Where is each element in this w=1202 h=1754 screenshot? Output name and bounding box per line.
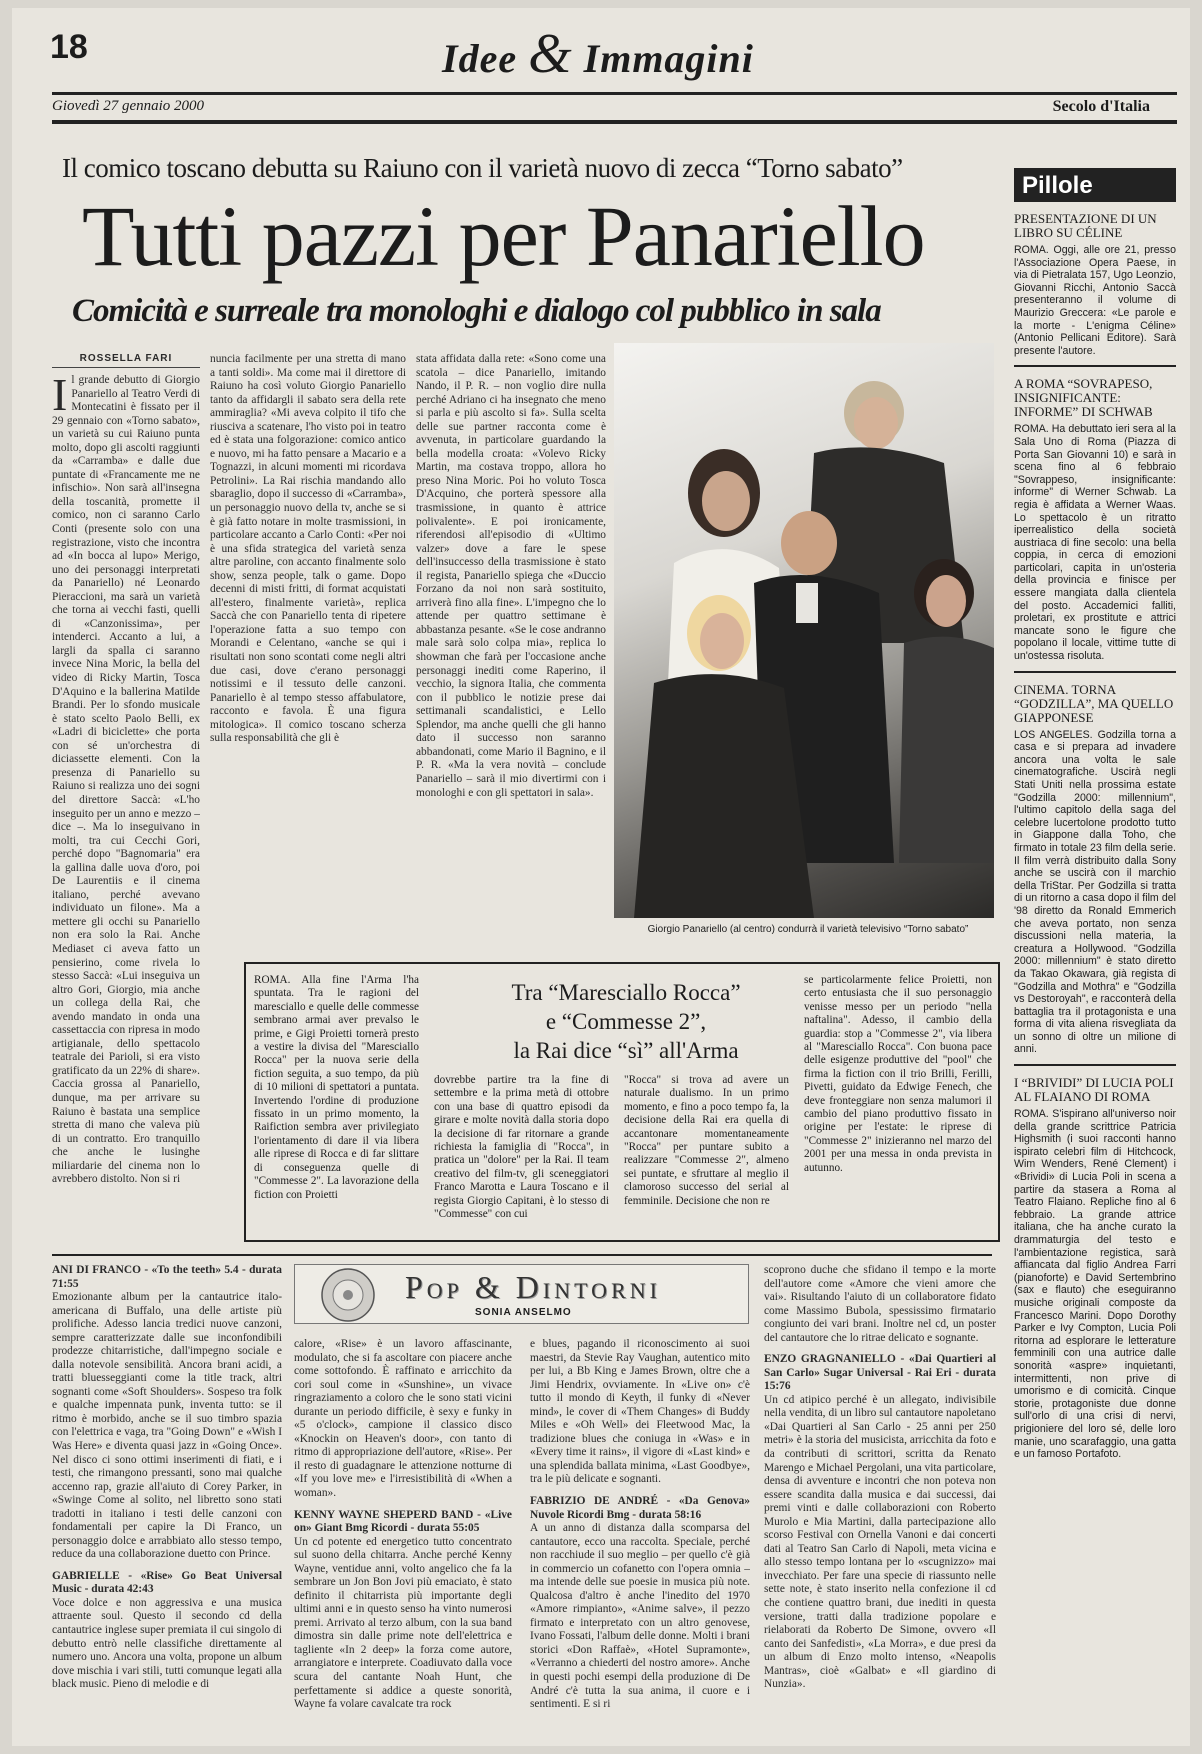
box-column-4: se particolarmente felice Proietti, non certo entusiasta che il suo personaggio venisse messo per un periodo "nella naftalina". Adesso, il cambio della guardia: stop a "Commesse 2", via libera al "Maresciallo Rocca". Con buona pace delle esigenze produttive del "pool" che firma la fiction con il trio Brilli, Ferilli, Pivetti, guidato da Edwige Fenech, che deve fronteggiare non senza malumori il cambio del piano produttivo fissato in origine per l'estate: le riprese di "Commesse 2" inizieranno nel marzo del 2001 per una messa in onda prevista in autunno. (804, 974, 992, 1174)
sidebar-item-1-head: PRESENTAZIONE DI UN LIBRO SU CÉLINE (1014, 211, 1157, 240)
issue-date: Giovedì 27 gennaio 2000 (52, 98, 205, 114)
article-text-2: nuncia facilmente per una stretta di mano a tanti soldi». Ma come mai il direttore di Raiuno ha così voluto Giorgio Panariello tanto da affidargli il sabato sera della rete ammiraglia? «Mi aveva colpito il tifo che riusciva a scatenare, l'ho visto poi in teatro ed è stata una folgorazione: comico antico e nuovo, mi ha fatto pensare a Macario e a Tognazzi, in alcuni momenti mi ricordava Petrolini». La Rai rischia mandando allo sbaraglio, dopo il successo di «Carramba», un personaggio nuovo della tv, anche se si è già fatto notare in molte trasmissioni, in particolare accanto a Carlo Conti: «Per noi è una sfida strategica del varietà senza altre paroline, con accanto finalmente solo show, senza people, talk o game. Dopo decenni di misti fritti, di format acquistati all'estero, finalmente varietà», replica Saccà che con Panariello tenta di ripetere l'operazione fatta a suo tempo con Morandi e Celentano, «anche se qui i risultati non sono scontati come negli altri due casi, dove c'erano personaggi notissimi e il tessuto delle canzoni. Panariello è al tempo stesso affabulatore, racconto e favola. È una figura mitologica». Il comico toscano scherza sulla responsabilità che gli è (210, 353, 406, 745)
article-kicker: Il comico toscano debutta su Raiuno con il varietà nuovo di zecca “Torno sabato” (62, 153, 903, 183)
review-2-head: GABRIELLE - «Rise» Go Beat Universal Music - durata 42:43 (52, 1569, 282, 1596)
pop-title: Pop & Dintorni (405, 1269, 661, 1305)
newspaper-page (12, 8, 1190, 1746)
sidebar-divider (1014, 671, 1176, 673)
section-masthead (442, 22, 754, 86)
sidebar-item-1-text: ROMA. Oggi, alle ore 21, presso l'Associazione Opera Paese, in via di Pietralata 157, Ugo Leonzio, Giovanni Ricchi, Antonio Saccà presenteranno il volume di Maurizio Greccera: «Le parole e la morte - L'enigma Céline» (Antonio Pellicani Editore). Sarà presente l'autore. (1014, 244, 1176, 357)
sidebar-item-4-head: I “BRIVIDI” DI LUCIA POLI AL FLAIANO DI ROMA (1014, 1075, 1174, 1105)
article-text-3: stata affidata dalla rete: «Sono come una scatola – dice Panariello, imitando Nando, il P. R. – non voglio dire nulla perché Adriano ci ha insegnato che meno si parla e più ascolto si fa». Sulla scelta delle sue partner racconta come è avvenuta, in particolare guardando la bella modella croata: «Volevo Ricky Martin, ma costava troppo, allora ho preso Nina Moric. Poi ho voluto Tosca D'Acquino, che porterà spessore alla trasmissione, in quanto è attrice polivalente». E poi ironicamente, riferendosi all'episodio di «Ultimo valzer» dove a fare le spese dell'insuccesso della trasmissione è stato il regista, Panariello spiega che «Duccio Forzano da noi non sarà sostituito, arriverà fino alla fine». L'impegno che lo attende per quattro settimane è abbastanza pesante. «Se le cose andranno male sarà solo colpa mia», replica lo showman che farà per l'occasione anche personaggi inediti come Raperino, il vecchio, la signora Italia, che commenta con il pubblico le notizie prese dai settimanali scandalistici, e Lello Splendor, ma anche quelli che gli hanno dato il successo non saranno abbandonati, come Mario il Bagnino, e il P. R. «Ma la vera novità – conclude Panariello – sarà il mio divertirmi con i monologhi e con gli spettatori in sala». (416, 353, 606, 799)
masthead-suffix: Immagini (583, 36, 754, 81)
review-2-text: Voce dolce e non aggressiva e una musica attraente soul. Questo il secondo cd della cantautrice inglese super premiata il cui singolo di debutto entrò nelle classifiche direttamente al numero uno. Ancora una volta, propone un album dove mischia i vari stili, tutti comunque legati alla black music. Pieno di melodie e di (52, 1596, 282, 1691)
pop-column-2 (294, 1338, 512, 1742)
rocca-boxed-article (244, 962, 1000, 1242)
article-column-1 (52, 353, 200, 1243)
cd-disc-icon (313, 1267, 383, 1323)
review-1-text: Emozionante album per la cantautrice italo-americana di Buffalo, una delle artiste più prolifiche. Adesso lancia tredici nuove canzoni, sempre caratterizzate dalle sue inconfondibili prodezze chitarristiche, dall'impegno sociale e dalla notevole sensibilità. Ancora brani acidi, a tratti bluesseggianti come la title track, altri sognanti come «Soft Shoulders». Sospeso tra folk e qualche impennata punk, inventa tutto: se il ritmo è morbido, anche se il suo timbro spazia con l'elettrica e vaga, tra "Going Down" e «Wish I Was Here» e diventa quasi jazz in «Going Once». Nel disco ci sono ottimi inserimenti di fiati, e i testi, che rimangono pressanti, sono mai qualche accenno rap, grazie all'aiuto di Corey Parker, in «Swinge Come al solito, nel libretto sono stati tradotti in italiano i testi delle canzoni con fondamentali per capire la Di Franco, un personaggio dolce e arrabbiato allo stesso tempo, reduce da una collaborazione duetto con Prince. (52, 1291, 282, 1561)
article-byline: ROSSELLA FARI (52, 353, 200, 368)
photo-caption: Giorgio Panariello (al centro) condurrà il varietà televisivo “Torno sabato” (647, 924, 969, 935)
pop-column-1 (52, 1264, 282, 1742)
pop-byline: SONIA ANSELMO (475, 1307, 572, 1318)
box-headline-line-3: la Rai dice “sì” all'Arma (513, 1038, 739, 1063)
header-rule (52, 92, 1177, 95)
paper-name: Secolo d'Italia (1052, 98, 1150, 115)
photo-figures (614, 343, 994, 918)
pop-section-rule (52, 1254, 992, 1256)
sidebar-item-3-head: CINEMA. TORNA “GODZILLA”, MA QUELLO GIAPPONESE (1014, 681, 1174, 725)
pop-column-4 (764, 1264, 996, 1742)
sidebar-item-4-text: ROMA. S'ispirano all'universo noir della grande scrittrice Patricia Highsmith (i suoi racconti hanno ispirato celebri film di Hitchcock, Wim Wenders, René Clement) i «Brividi» di Lucia Poli in scena a partire da stasera a Roma al Teatro Flaiano. Repliche fino al 6 febbraio. La grande attrice italiana, che ha anche curato la drammaturgia del testo e l'ambientazione registica, sarà affiancata dal figlio Andrea Farri (pianoforte) e David Sertembrino (sax e flauto) che eseguiranno musiche originali composte da Francesco Marini. Dopo Dorothy Parker e Ivy Compton, Lucia Poli ritorna ad esplorare le letterature femminili con una autrice dalle sonorità «aspre» inquietanti, intermittenti, non prive di umorismo e di comicità. Cinque storie, protagoniste due donne sull'orlo di una crisi di nervi, prigioniere del loro sé, delle loro manie, uno scarafaggio, una gatta e un famoso Portafoto. (1014, 1108, 1176, 1461)
sidebar-item-3-text: LOS ANGELES. Godzilla torna a casa e si prepara ad invadere ancora una volta le sale cinematografiche. Uscirà negli Stati Uniti nella prossima estate "Godzilla 2000: millennium", l'ultimo capitolo della saga del celebre lucertolone prodotto tutto in Giappone dalla Toho, che firmato in totale 23 film della serie. Il film verrà distribuito dalla Sony anche se uscirà con il marchio della TriStar. Per Godzilla si tratta di un ritorno a casa dopo il film del '98 diretto da Ronald Emmerich che aveva portato, non senza discussioni nella materia, la creatura a Hollywood. "Godzilla 2000: millennium" è stato diretto da Takao Okawara, già regista di "Godzilla and Mothra" e "Godzilla vs Destoroyah", e racconterà della battaglia tra il protagonista e una forma di vita aliena risvegliata da un sonno di oltre un milione di anni. (1014, 728, 1176, 1056)
box-headline-line-1: Tra “Maresciallo Rocca” (511, 980, 741, 1005)
review-5-head: ENZO GRAGNANIELLO - «Dai Quartieri al San Carlo» Sugar Universal - Rai Eri - durata 15:76 (764, 1353, 996, 1393)
masthead-amp: & (528, 23, 573, 85)
box-column-1: ROMA. Alla fine l'Arma l'ha spuntata. Tra le ragioni del maresciallo e quelle delle commesse sembrano armai aver prevalso le prime, e Gigi Proietti tornerà presto a vestire la divisa del "Maresciallo Rocca" per la nuova serie della fiction seguita, a suo tempo, da più di 10 milioni di spettatori a puntata. Invertendo l'ordine di produzione fissato in un primo momento, la Raifiction sembra aver privilegiato l'orientamento di dare il via libera alle riprese di Rocca e di far slittare di conseguenza quelle di "Commesse 2". La lavorazione della fiction con Proietti (254, 974, 419, 1201)
article-column-2 (210, 353, 406, 943)
article-photo (614, 343, 994, 918)
page-number: 18 (50, 28, 88, 66)
pop-banner (294, 1264, 749, 1324)
review-3-head: KENNY WAYNE SHEPERD BAND - «Live on» Giant Bmg Ricordi - durata 55:05 (294, 1508, 512, 1535)
article-text-1: l grande debutto di Giorgio Panariello al Teatro Verdi di Montecatini è fissato per il 29 gennaio con «Torno sabato», un varietà su cui Raiuno punta molto, dopo gli ascolti raggiunti da «Carramba» e dalle due puntate di «Francamente me ne infischio». Non sarà all'insegna della toscanità, promette il comico, non ci saranno Carlo Conti (presente solo con una registrazione, visto che incontra ad «In bocca al lupo» Merigo, uno dei personaggi interpretati da Panariello) né Leonardo Pieraccioni, ma sarà un varietà che torna ai vecchi fasti, quelli di «Canzonissima», per intenderci. Accanto a lui, a largli da spalla ci saranno invece Nina Moric, la bella del video di Ricky Martin, Tosca D'Aquino e la ballerina Matilde Brandi. Per lo sfondo musicale è stato scelto Paolo Belli, ex «Ladri di biciclette» che porta con sé un'orchestra di diciassette elementi. Con la presenza di Panariello su Raiuno si realizza uno dei sogni del direttore Saccà: «L'ho inseguito per un anno e mezzo – dice –. Ma lo inseguivano in molti, tra cui Cecchi Gori, perché dopo "Bagnomaria" era la gallina dalle uova d'oro, poi De Laurentiis e il cinema italiano, perché avevano individuato un filone». Ma a mettere gli occhi su Panariello non era solo la Rai. Anche Mediaset ci aveva fatto un pensierino, come rivela lo stesso Saccà: «Lui inseguiva un altro Gori, Giorgio, mia anche un collega della Rai, che avendo mandato in onda una cassettaccia con ripresa in modo artigianale, dello spettacolo teatrale dei Parioli, si era visto gratificato da un 22% di share». Caccia grossa al Panariello, dunque, ma per arrivare su Raiuno è bastata una semplice stretta di mano che valeva più di un contratto. Ero tranquillo che anche le lusinghe miliardarie del cinema non lo avrebbero distolto. Non si ri (52, 374, 200, 1186)
review-5-text: Un cd atipico perché è un allegato, indivisibile nella vendita, di un libro sul cantautore napoletano «Dai Quartieri al San Carlo - 25 anni per 250 metri» è la storia del musicista, arricchita da foto e da contributi di scrittori, scritta da Renato Marengo e Michael Pergolani, una vita particolare, densa di avventure e incontri che non poteva non essere scandita dalla musica e dai successi, dai premi vinti e dalle collaborazioni con Roberto Murolo e Mia Martini, dalla partecipazione allo scorso Festival con Ornella Vanoni e dai concerti dati al Teatro San Carlo di Napoli, meta vicina e allo stesso tempo lontana per lo «scugnizzo» mai invecchiato. Per fare una specie di riassunto nelle sette note, è stato inserito nella confezione il cd che contiene quattro brani, due inediti in questa versione, tratti dalla tradizione popolare e rielaborati da Roberto De Simone, ovvero «Il canto dei Sanfedisti», «La Morra», e due presi da un album di Enzo molto intenso, «Neapolis Mantras», cioè «Galbat» e «Il giardino di Nunzia». (764, 1393, 996, 1691)
box-column-3: "Rocca" si trova ad avere un naturale dualismo. In un primo momento, e fino a poco tempo fa, la decisione della Rai era quella di accantonare momentaneamente "Rocca" per puntare subito a realizzare "Commesse 2", almeno sei puntate, e sfruttare al meglio il clamoroso successo del serial al femminile. Decisione che non re (624, 1074, 789, 1207)
review-2-continued: calore, «Rise» è un lavoro affascinante, modulato, che si fa ascoltare con piacere anche come sottofondo. È raffinato e arricchito da cori soul come in «Sunshine», un vivace ringraziamento a coloro che le sono stati vicini durante un periodo difficile, è sexy e funky in «5 o'clock», campione il classico disco «Knockin on Heaven's door», con tanto di ritmo di appropriazione dell'autore, «Rise». Per il resto di guadagnare le attenzione notturne di «If you love me» e l'irresistibilità di «When a woman». (294, 1338, 512, 1500)
sidebar-divider (1014, 1064, 1176, 1066)
review-4-continued: scoprono duche che sfidano il tempo e la morte dell'autore come «Amore che vieni amore che vai». Risultando l'aiuto di un collaboratore fidato come Massimo Bubola, spessissimo firmatario congiunto dei vari brani. Inoltre nel cd, un poster del cantautore che lo ritrae delicato e sognante. (764, 1264, 996, 1344)
review-3-text: Un cd potente ed energetico tutto concentrato sul suono della chitarra. Anche perché Kenny Wayne, ventidue anni, volto angelico che fa la sembrare un Jon Bon Jovi più emaciato, è stato definito il chitarrista più importante degli ultimi anni e in questo senso ha vinto numerosi premi. Arrivato al terzo album, con la sua band dimostra sin dalle prime note dell'elettrica e tagliente «In 2 deep» la forza come autore, arrangiatore e interprete. Coadiuvato dalla voce scura del cantante Noah Hunt, che perfettamente si addice a queste sonorità, Wayne fa volare cavalcate tra rock (294, 1535, 512, 1711)
sidebar-divider (1014, 365, 1176, 367)
article-column-3 (416, 353, 606, 943)
sidebar-title: Pillole (1014, 168, 1176, 202)
box-column-2: dovrebbe partire tra la fine di settembre e la prima metà di ottobre con una base di quattro episodi da girare e molte novità dalla storia dopo la decisione di far ritornare a grande richiesta la famiglia di "Rocca", in pratica un "dolore" per la Rai. Il team creativo del film-tv, gli sceneggiatori Franco Marotta e Laura Toscano e il regista Giorgio Capitani, è lo stesso di "Commesse" con cui (434, 1074, 609, 1221)
pop-column-3 (530, 1338, 750, 1742)
box-headline (481, 978, 771, 1065)
sidebar-item-2-text: ROMA. Ha debuttato ieri sera al la Sala Uno di Roma (Piazza di Porta San Giovanni 10) e sarà in scena fino al 6 febbraio "Sovrappeso, insignificante: informe" di Werner Schwab. La regia è affidata a Werner Waas. Lo spettacolo è un ritratto iperrealistico della società austriaca di fine secolo: una bella coppia, in cerca di emozioni particolari, capita in un'osteria della provincia e finisce per essere mangiata dalla clientela del posto. Accademici falliti, proletari, ex prostitute e attrici mancate sono le figure che popolano il locale, vittime tutte di un'ostessa risoluta. (1014, 423, 1176, 663)
review-4-text: A un anno di distanza dalla scomparsa del cantautore, ecco una raccolta. Speciale, perché non racchiude il suo meglio – per quello c'è già in commercio un cofanetto con l'opera omnia – ma intende delle sue poesie in musica più note. Qualcosa d'altro è anche l'inedito del 1970 «Amore rimpianto», «Anime salve», il pezzo firmato e interpretato con un altro genovese, Ivano Fossati, l'album delle donne. Molti i brani storici «Don Raffaè», «Hotel Supramonte», «Verranno a chiederti del nostro amore». Anche in questi pochi esempi della produzione di De André c'è tutta la sua anima, il cuore e i sentimenti. E si ri (530, 1522, 750, 1711)
header-rule-bottom (52, 120, 1177, 124)
review-1-head: ANI DI FRANCO - «To the teeth» 5.4 - durata 71:55 (52, 1264, 282, 1290)
review-4-head: FABRIZIO DE ANDRÉ - «Da Genova» Nuvole Ricordi Bmg - durata 58:16 (530, 1495, 750, 1521)
article-subhead: Comicità e surreale tra monologhi e dialogo col pubblico in sala (72, 293, 881, 329)
drop-cap: I (52, 369, 68, 420)
masthead-prefix: Idee (442, 36, 518, 81)
pillole-sidebar (1014, 168, 1176, 1461)
box-headline-line-2: e “Commesse 2”, (545, 1009, 707, 1034)
review-3-continued: e blues, pagando il riconoscimento ai suoi maestri, da Stevie Ray Vaughan, autentico mito per lui, a Bb King e James Brown, oltre che a Jimi Hendrix, ovviamente. In «Live on» c'è tutto il mondo di Keyth, il funky di «Never mind», le cover di «Them Changes» di Buddy Miles e «Oh Well» dei Fleetwood Mac, la tradizione blues che coniuga in «Was» e in «Every time it rains», il vigore di «Last kind» e una splendida ballata minima, «Last Goodbye», tra le più delicate e sognanti. (530, 1338, 750, 1486)
article-headline: Tutti pazzi per Panariello (82, 188, 925, 284)
sidebar-item-2-head: A ROMA “SOVRAPESO, INSIGNIFICANTE: INFORME” DI SCHWAB (1014, 376, 1153, 420)
